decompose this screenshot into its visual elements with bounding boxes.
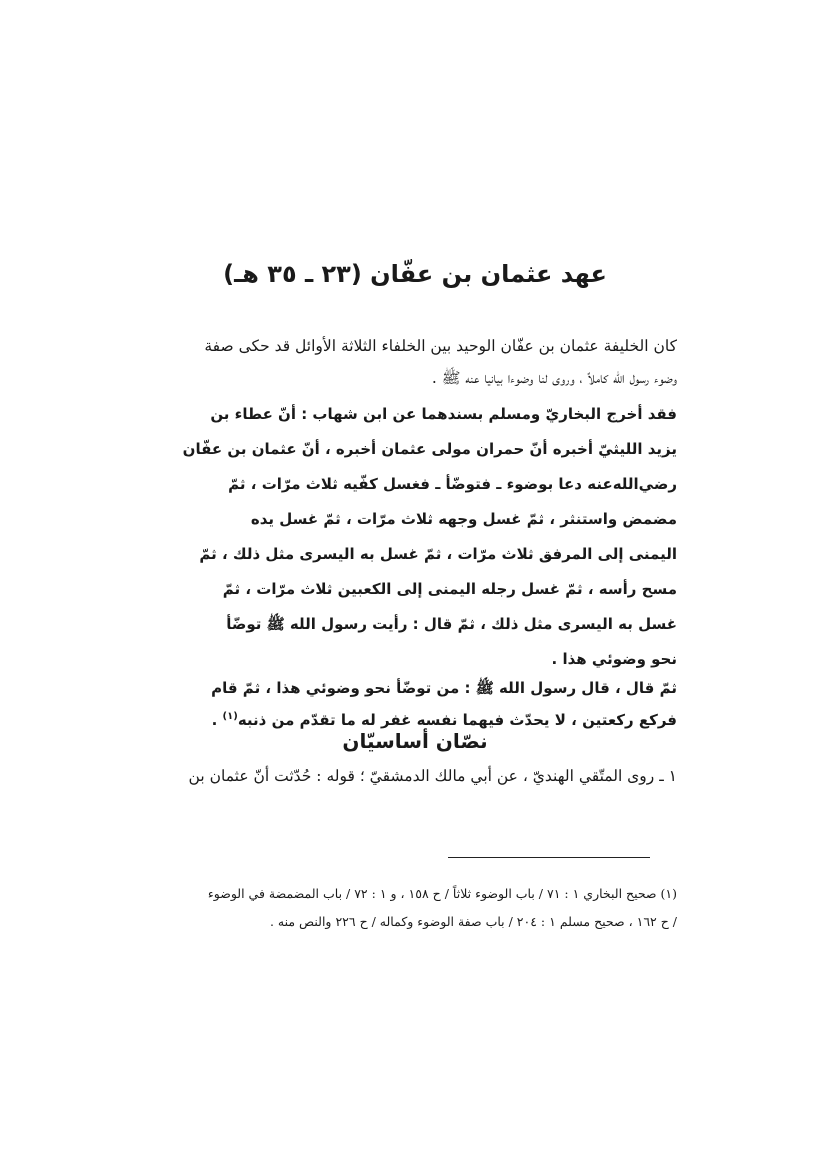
footnote-line-2: / ح ١٦٢ ، صحيح مسلم ١ : ٢٠٤ / باب صفة الوضوء وكماله / ح ٢٢٦ والنص منه . xyxy=(269,914,677,929)
hadith-line-3: رضي‌الله‌عنه دعا بوضوء ـ فتوضّأ ـ فغسل كفّيه ثلاث مرّات ، ثمّ xyxy=(228,475,677,493)
footnote-ref: (١) xyxy=(222,711,238,722)
hadith-last-line-end: . xyxy=(211,711,223,729)
footnote-line-1: (١) صحيح البخاري ١ : ٧١ / باب الوضوء ثلاثاً / ح ١٥٨ ، و ١ : ٧٢ / باب المضمضة في الوضوء xyxy=(207,886,677,901)
hadith-line-7: غسل به اليسرى مثل ذلك ، ثمّ قال : رأيت رسول الله ﷺ توضّأ xyxy=(226,615,677,633)
hadith-line-2: يزيد الليثيّ أخبره أنّ حمران مولى عثمان أخبره ، أنّ عثمان بن عفّان xyxy=(182,440,677,458)
hadith-line-4: مضمض واستنثر ، ثمّ غسل وجهه ثلاث مرّات ، ثمّ غسل يده xyxy=(250,510,677,528)
intro-line-2: وضوء رسول الله كاملاً ، وروى لنا وضوءا بيانيا عنه ﷺ . xyxy=(431,369,677,387)
footnote-divider xyxy=(448,857,650,858)
intro-line-1: كان الخليفة عثمان بن عفّان الوحيد بين الخلفاء الثلاثة الأوائل قد حكى صفة xyxy=(204,337,677,355)
section-subtitle: نصّان أساسيّان xyxy=(342,729,488,753)
hadith-line-1: فقد أخرج البخاريّ ومسلم بسندهما عن ابن شهاب : أنّ عطاء بن xyxy=(210,405,677,423)
hadith-last-line-text: فركع ركعتين ، لا يحدّث فيهما نفسه غفر له ما تقدّم من ذنبه xyxy=(237,711,677,729)
chapter-title: عهد عثمان بن عفّان (٢٣ ـ ٣٥ هـ) xyxy=(223,260,607,288)
hadith-line-8: نحو وضوئي هذا . xyxy=(551,650,677,668)
hadith-line-6: مسح رأسه ، ثمّ غسل رجله اليمنى إلى الكعبين ثلاث مرّات ، ثمّ xyxy=(222,580,677,598)
hadith-line-9: ثمّ قال ، قال رسول الله ﷺ : من توضّأ نحو وضوئي هذا ، ثمّ قام xyxy=(211,679,677,697)
hadith-line-5: اليمنى إلى المرفق ثلاث مرّات ، ثمّ غسل به اليسرى مثل ذلك ، ثمّ xyxy=(199,545,677,563)
list-item-1: ١ ـ روى المتّقي الهنديّ ، عن أبي مالك الدمشقيّ ؛ قوله : حُدّثت أنّ عثمان بن xyxy=(188,767,677,785)
